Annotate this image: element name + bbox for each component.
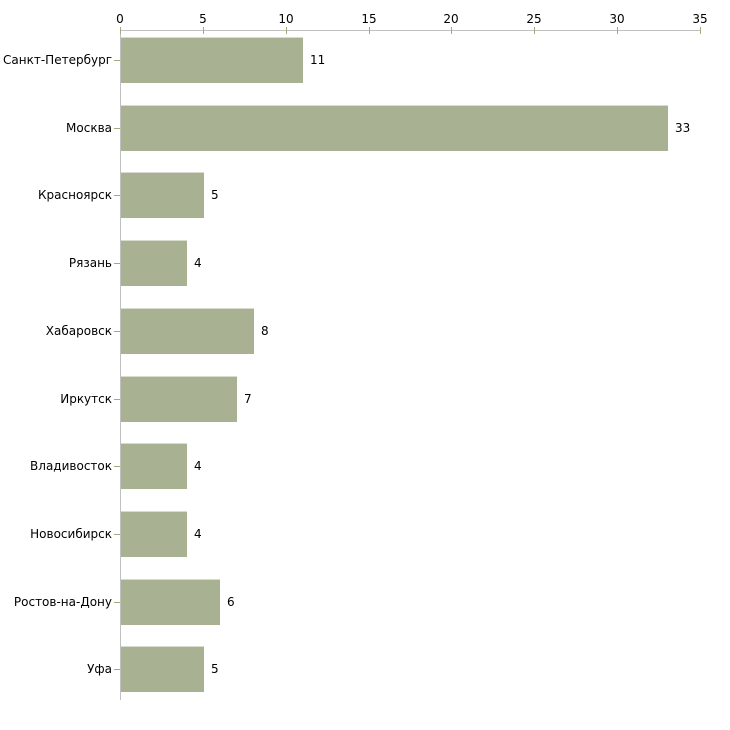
- x-tick-mark: [203, 27, 204, 34]
- x-tick-label: 0: [116, 12, 124, 26]
- value-label: 33: [675, 121, 691, 135]
- bar: [121, 240, 187, 286]
- bar: [121, 443, 187, 489]
- value-label: 4: [194, 459, 202, 473]
- x-tick-label: 15: [361, 12, 377, 26]
- category-tick-mark: [114, 669, 120, 670]
- bar: [121, 105, 668, 151]
- category-tick-mark: [114, 195, 120, 196]
- category-tick-mark: [114, 60, 120, 61]
- x-tick-mark: [120, 27, 121, 34]
- category-label: Рязань: [68, 256, 112, 270]
- x-tick-mark: [286, 27, 287, 34]
- x-tick-mark: [617, 27, 618, 34]
- category-label: Хабаровск: [45, 324, 112, 338]
- category-tick-mark: [114, 466, 120, 467]
- category-label: Красноярск: [38, 188, 112, 202]
- x-tick-mark: [451, 27, 452, 34]
- x-tick-label: 30: [609, 12, 625, 26]
- bar: [121, 37, 303, 83]
- category-label: Санкт-Петербург: [3, 53, 112, 67]
- bar: [121, 172, 204, 218]
- category-label: Ростов-на-Дону: [13, 595, 112, 609]
- value-label: 7: [244, 392, 252, 406]
- category-tick-mark: [114, 399, 120, 400]
- category-tick-mark: [114, 331, 120, 332]
- bar: [121, 579, 220, 625]
- x-tick-mark: [534, 27, 535, 34]
- category-label: Иркутск: [60, 392, 112, 406]
- x-axis-line: [120, 30, 701, 31]
- value-label: 5: [211, 188, 219, 202]
- category-label: Владивосток: [30, 459, 112, 473]
- value-label: 4: [194, 527, 202, 541]
- category-label: Москва: [66, 121, 112, 135]
- x-tick-label: 20: [443, 12, 459, 26]
- x-tick-label: 10: [278, 12, 294, 26]
- category-label: Уфа: [87, 662, 112, 676]
- x-tick-mark: [700, 27, 701, 34]
- category-tick-mark: [114, 602, 120, 603]
- category-tick-mark: [114, 263, 120, 264]
- bar: [121, 376, 237, 422]
- value-label: 8: [261, 324, 269, 338]
- value-label: 6: [227, 595, 235, 609]
- category-tick-mark: [114, 128, 120, 129]
- category-label: Новосибирск: [30, 527, 112, 541]
- category-tick-mark: [114, 534, 120, 535]
- bar: [121, 646, 204, 692]
- bar: [121, 308, 254, 354]
- value-label: 5: [211, 662, 219, 676]
- x-tick-label: 25: [526, 12, 542, 26]
- value-label: 11: [310, 53, 326, 67]
- x-tick-mark: [369, 27, 370, 34]
- x-tick-label: 35: [692, 12, 708, 26]
- x-tick-label: 5: [199, 12, 207, 26]
- bar: [121, 511, 187, 557]
- value-label: 4: [194, 256, 202, 270]
